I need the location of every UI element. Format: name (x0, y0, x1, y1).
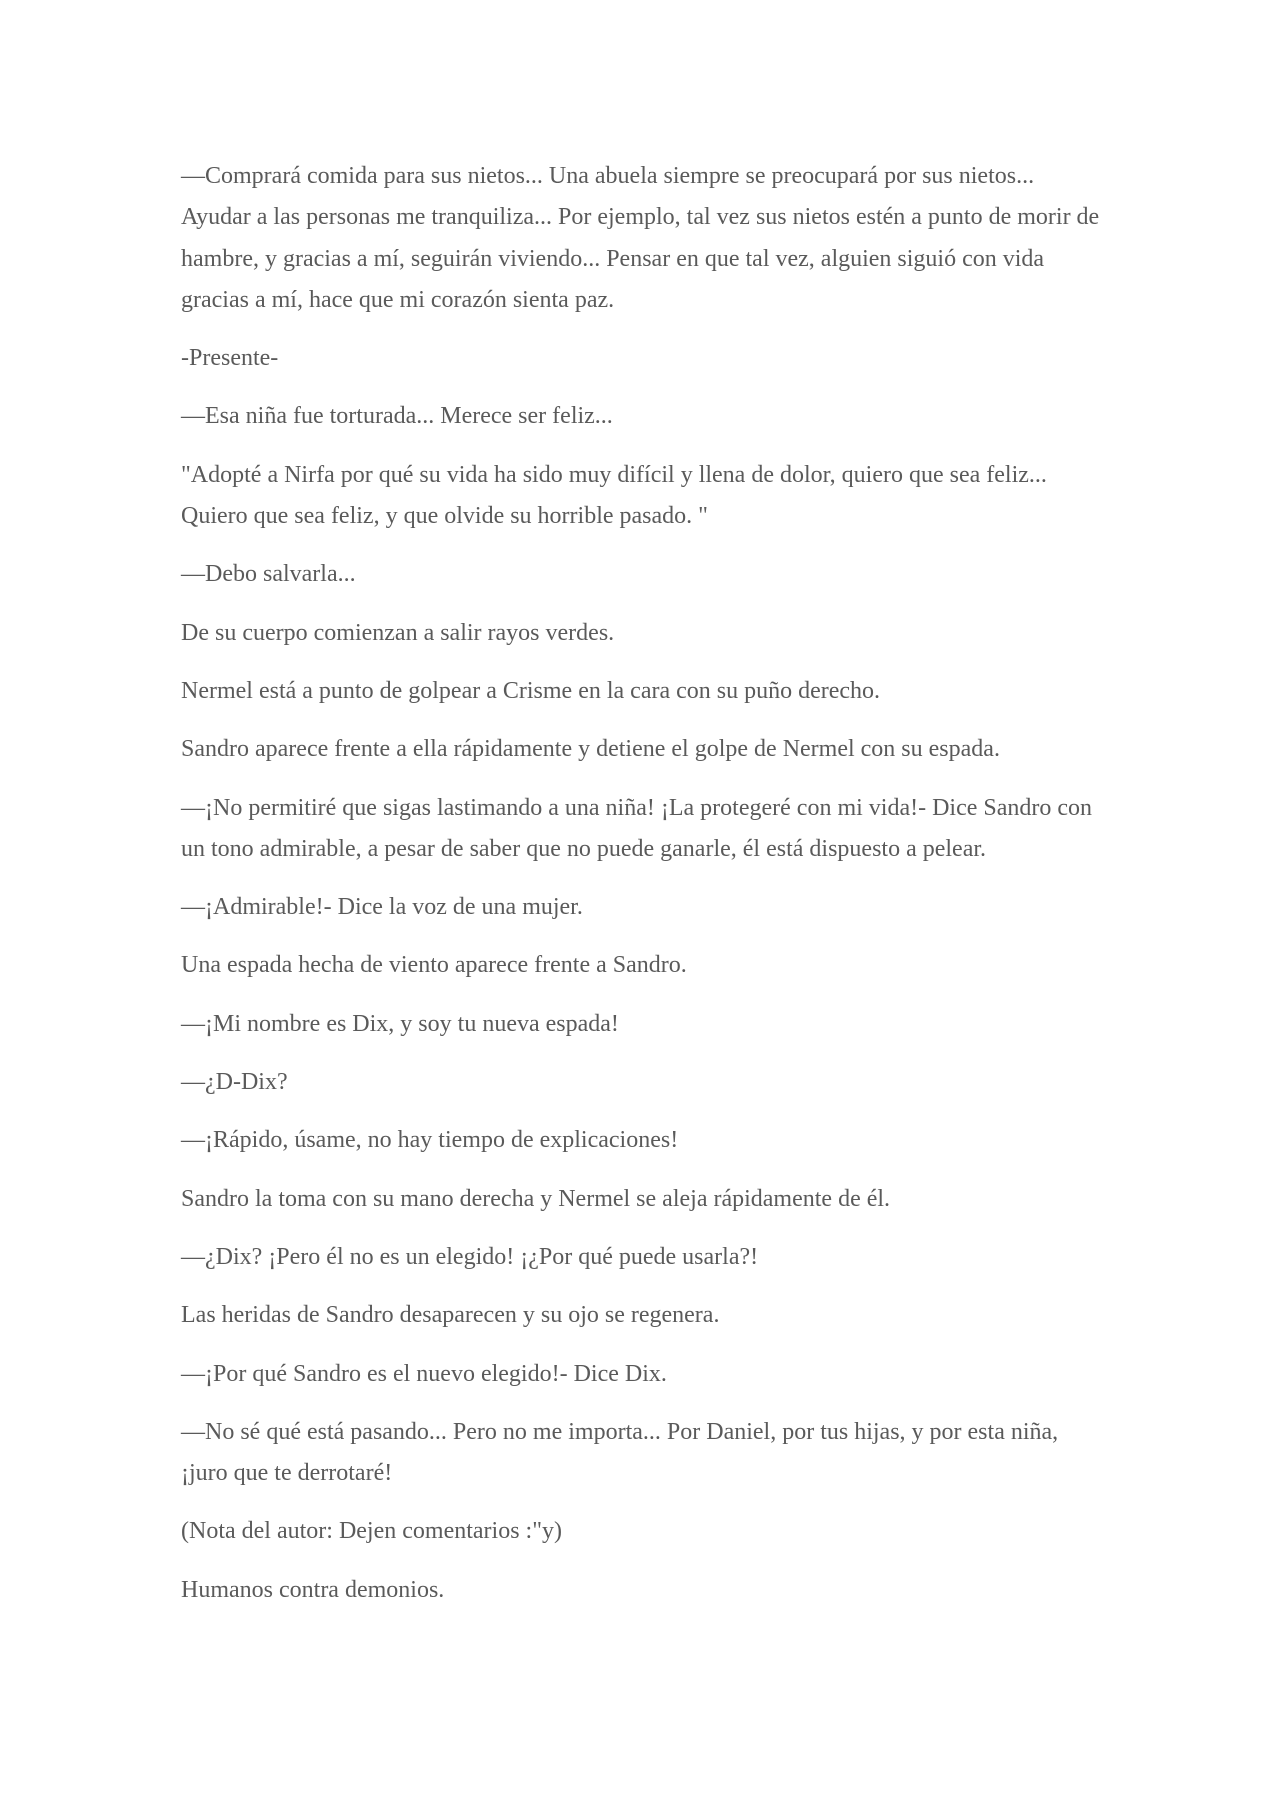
paragraph: Humanos contra demonios. (181, 1576, 445, 1603)
paragraph: —¿Dix? ¡Pero él no es un elegido! ¡¿Por qué puede usarla?! (181, 1243, 759, 1270)
paragraph: Sandro aparece frente a ella rápidamente y detiene el golpe de Nermel con su espada. (181, 736, 1000, 763)
paragraph: —Comprará comida para sus nietos... Una abuela siempre se preocupará por sus nietos... Ayudar a las personas me tranquiliza... Por ejemplo, tal vez sus nietos estén a punto de morir de hambre, y gracias a mí, seguirán viviendo... Pensar en que tal vez, alguien siguió con vida gracias a mí, hace que mi corazón sienta paz. (181, 163, 1100, 313)
paragraph: —¡Admirable!- Dice la voz de una mujer. (181, 894, 583, 921)
paragraph: —¡No permitiré que sigas lastimando a una niña! ¡La protegeré con mi vida!- Dice Sandro con un tono admirable, a pesar de saber que no puede ganarle, él está dispuesto a pelear. (181, 794, 1093, 862)
paragraph: —No sé qué está pasando... Pero no me importa... Por Daniel, por tus hijas, y por esta niña, ¡juro que te derrotaré! (181, 1418, 1059, 1487)
paragraph: Nermel está a punto de golpear a Crisme en la cara con su puño derecho. (181, 677, 881, 704)
paragraph: Sandro la toma con su mano derecha y Nermel se aleja rápidamente de él. (181, 1185, 891, 1212)
paragraph: —¡Rápido, úsame, no hay tiempo de explicaciones! (181, 1127, 679, 1154)
paragraph: Una espada hecha de viento aparece frente a Sandro. (181, 952, 687, 979)
paragraph: "Adopté a Nirfa por qué su vida ha sido muy difícil y llena de dolor, quiero que sea feliz... Quiero que sea feliz, y que olvide su horrible pasado. " (181, 461, 1047, 530)
paragraph: (Nota del autor: Dejen comentarios :"y) (181, 1518, 562, 1545)
paragraph: De su cuerpo comienzan a salir rayos verdes. (181, 619, 615, 646)
paragraph: Las heridas de Sandro desaparecen y su ojo se regenera. (181, 1302, 720, 1329)
paragraph: —Debo salvarla... (181, 561, 356, 588)
paragraph: —Esa niña fue torturada... Merece ser feliz... (181, 403, 613, 430)
paragraph: —¡Mi nombre es Dix, y soy tu nueva espada! (181, 1010, 619, 1037)
paragraph: —¡Por qué Sandro es el nuevo elegido!- Dice Dix. (181, 1360, 667, 1387)
document-page (181, 156, 1101, 1628)
paragraph: —¿D-Dix? (181, 1069, 288, 1096)
paragraph: -Presente- (181, 345, 279, 372)
